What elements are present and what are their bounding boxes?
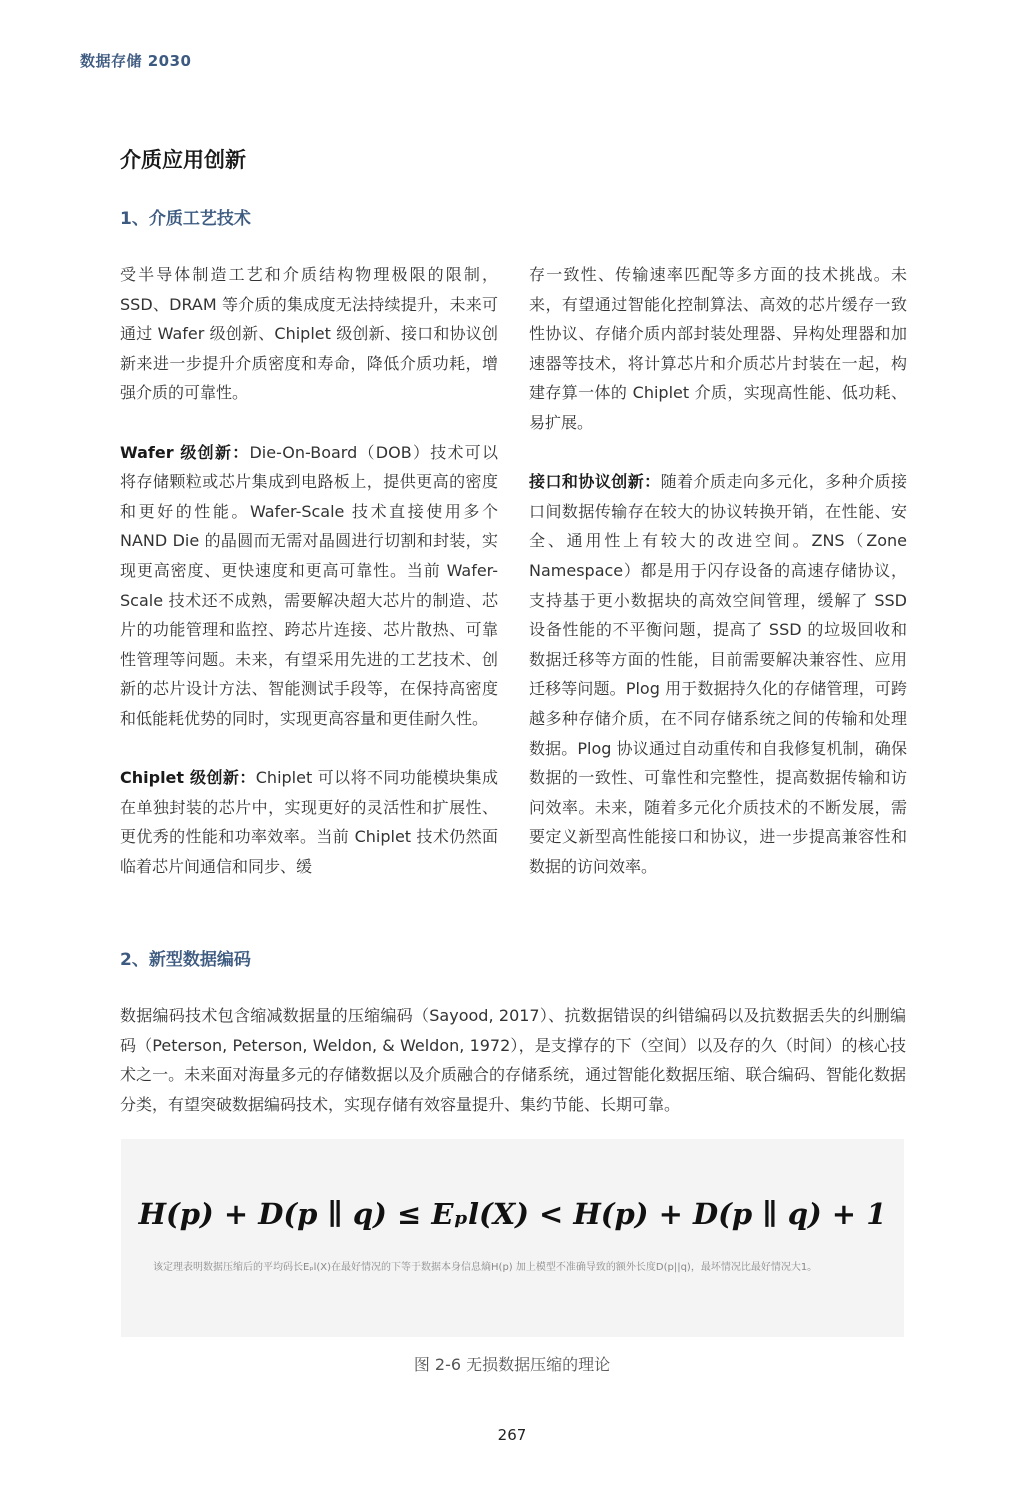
interface-paragraph — [529, 467, 907, 881]
intro-paragraph: 受半导体制造工艺和介质结构物理极限的限制，SSD、DRAM 等介质的集成度无法持续提升，未来可通过 Wafer 级创新、Chiplet 级创新、接口和协议创新来进一步提升介质密度和寿命，降低介质功耗，增强介质的可靠性。 — [120, 265, 498, 403]
left-column — [120, 260, 498, 881]
formula-note: 该定理表明数据压缩后的平均码长Eₚl(X)在最好情况的下等于数据本身信息熵H(p) 加上模型不准确导致的额外长度D(p||q)，最坏情况比最好情况大1。 — [153, 1262, 818, 1273]
wafer-lead: Wafer 级创新： — [120, 442, 250, 462]
section-title: 介质应用创新 — [120, 148, 246, 172]
subsection-title-media-process: 1、介质工艺技术 — [120, 209, 251, 229]
right-column — [529, 260, 907, 881]
interface-text: 随着介质走向多元化，多种介质接口间数据传输存在较大的协议转换开销，在性能、安全、通用性上有较大的改进空间。ZNS（Zone Namespace）都是用于闪存设备的高速存储协议，支持基于更小数据块的高效空间管理，缓解了 SSD 设备性能的不平衡问题，提高了 SSD 的垃圾回收和数据迁移等方面的性能，目前需要解决兼容性、应用迁移等问题。Plog 用于数据持久化的存储管理，可跨越多种存储介质，在不同存储系统之间的传输和处理数据。Plog 协议通过自动重传和自我修复机制，确保数据的一致性、可靠性和完整性，提高数据传输和访问效率。未来，随着多元化介质技术的不断发展，需要定义新型高性能接口和协议，进一步提高兼容性和数据的访问效率。 — [529, 472, 907, 876]
figure-caption: 图 2-6 无损数据压缩的理论 — [413, 1355, 611, 1374]
chiplet-lead: Chiplet 级创新： — [120, 768, 256, 788]
chiplet-paragraph — [120, 763, 498, 881]
compression-formula: H(p) + D(p ∥ q) ≤ Eₚl(X) < H(p) + D(p ∥ q) + 1 — [138, 1197, 887, 1231]
wafer-paragraph — [120, 438, 498, 734]
running-header: 数据存储 2030 — [80, 52, 192, 70]
chiplet-continuation-paragraph: 存一致性、传输速率匹配等多方面的技术挑战。未来，有望通过智能化控制算法、高效的芯片缓存一致性协议、存储介质内部封装处理器、异构处理器和加速器等技术，将计算芯片和介质芯片封装在一起，构建存算一体的 Chiplet 介质，实现高性能、低功耗、易扩展。 — [529, 265, 907, 432]
formula-figure — [121, 1139, 904, 1337]
interface-lead: 接口和协议创新： — [529, 472, 661, 492]
wafer-text: Die-On-Board（DOB）技术可以将存储颗粒或芯片集成到电路板上，提供更高的密度和更好的性能。Wafer-Scale 技术直接使用多个 NAND Die 的晶圆而无需对晶圆进行切割和封装，实现更高密度、更快速度和更高可靠性。当前 Wafer-Scale 技术还不成熟，需要解决超大芯片的制造、芯片的功能管理和监控、跨芯片连接、芯片散热、可靠性管理等问题。未来，有望采用先进的工艺技术、创新的芯片设计方法、智能测试手段等，在保持高密度和低能耗优势的同时，实现更高容量和更佳耐久性。 — [120, 442, 498, 728]
subsection-title-data-encoding: 2、新型数据编码 — [120, 950, 251, 970]
page-number: 267 — [497, 1426, 527, 1444]
chiplet-text: Chiplet 可以将不同功能模块集成在单独封装的芯片中，实现更好的灵活性和扩展性、更优秀的性能和功率效率。当前 Chiplet 技术仍然面临着芯片间通信和同步、缓 — [120, 768, 498, 876]
encoding-paragraph: 数据编码技术包含缩减数据量的压缩编码（Sayood, 2017）、抗数据错误的纠错编码以及抗数据丢失的纠删编码（Peterson, Peterson, Weldon, & Weldon, 1972），是支撑存的下（空间）以及存的久（时间）的核心技术之一。未来面对海量多元的存储数据以及介质融合的存储系统，通过智能化数据压缩、联合编码、智能化数据分类，有望突破数据编码技术，实现存储有效容量提升、集约节能、长期可靠。 — [120, 1006, 906, 1114]
